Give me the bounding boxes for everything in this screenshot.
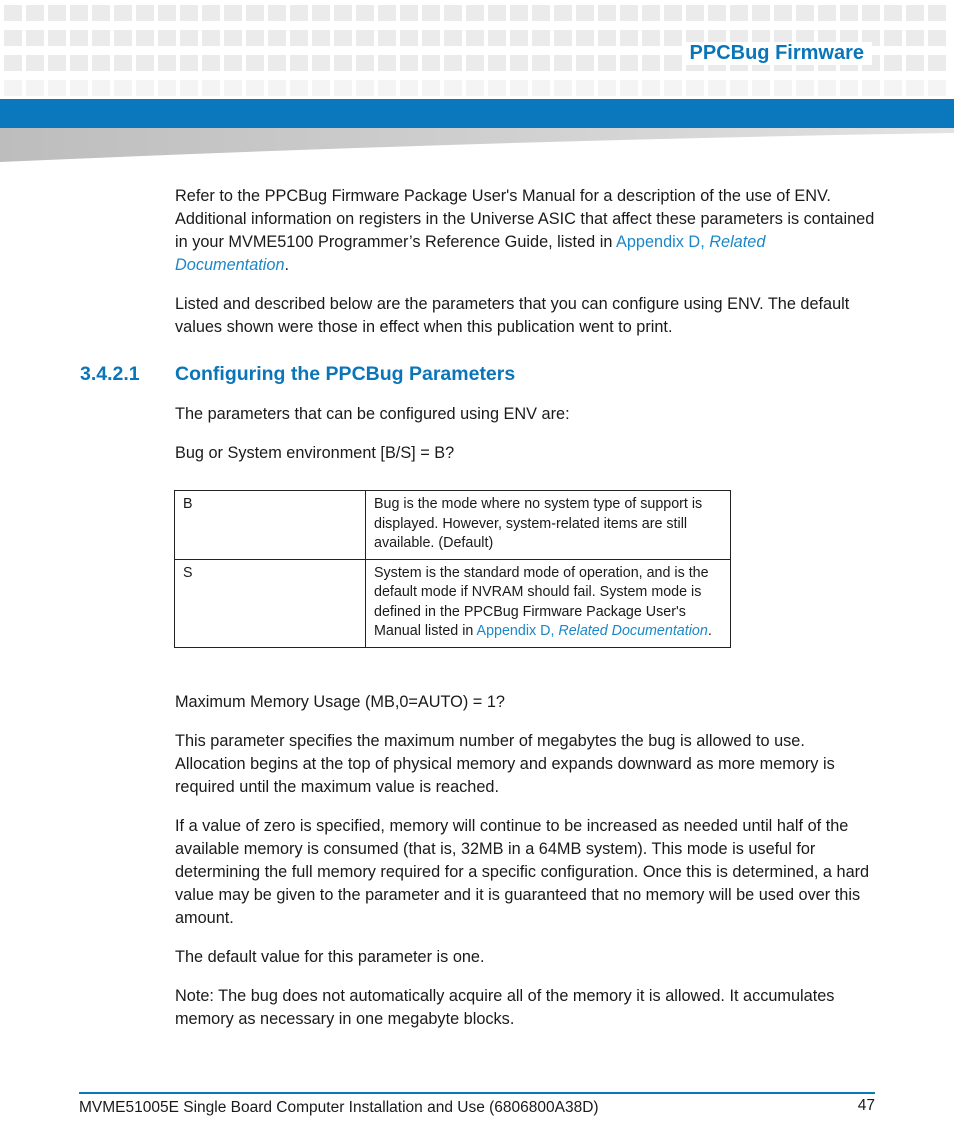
pattern-square: [114, 80, 132, 96]
pattern-square: [312, 80, 330, 96]
pattern-square: [4, 30, 22, 46]
pattern-square: [356, 30, 374, 46]
pattern-square: [576, 80, 594, 96]
env-prompt-1-text: Bug or System environment [B/S] = B?: [175, 444, 455, 462]
memory-prompt-text: Maximum Memory Usage (MB,0=AUTO) = 1?: [175, 693, 505, 711]
pattern-square: [928, 5, 946, 21]
pattern-square: [422, 55, 440, 71]
pattern-square: [466, 80, 484, 96]
footer-doc-title: MVME51005E Single Board Computer Installation and Use (6806800A38D): [79, 1099, 599, 1116]
pattern-square: [774, 80, 792, 96]
pattern-square: [884, 55, 902, 71]
pattern-square: [532, 5, 550, 21]
pattern-square: [444, 55, 462, 71]
pattern-square: [422, 5, 440, 21]
pattern-square: [70, 80, 88, 96]
footer-rule: [79, 1092, 875, 1094]
pattern-square: [642, 80, 660, 96]
memory-prompt: [175, 691, 875, 714]
pattern-square: [598, 30, 616, 46]
pattern-square: [642, 5, 660, 21]
pattern-square: [510, 55, 528, 71]
pattern-square: [356, 5, 374, 21]
pattern-square: [466, 55, 484, 71]
pattern-square: [532, 80, 550, 96]
pattern-square: [664, 55, 682, 71]
pattern-square: [796, 80, 814, 96]
pattern-square: [180, 30, 198, 46]
pattern-square: [246, 30, 264, 46]
pattern-square: [356, 55, 374, 71]
pattern-square: [48, 30, 66, 46]
pattern-square: [752, 80, 770, 96]
link-prefix: Appendix D,: [616, 233, 710, 251]
pattern-square: [400, 55, 418, 71]
pattern-square: [114, 30, 132, 46]
pattern-square: [444, 80, 462, 96]
pattern-square: [92, 5, 110, 21]
pattern-square: [312, 55, 330, 71]
pattern-square: [510, 80, 528, 96]
pattern-square: [136, 80, 154, 96]
pattern-square: [928, 55, 946, 71]
pattern-square: [26, 80, 44, 96]
link-prefix: Appendix D,: [476, 623, 559, 639]
pattern-square: [708, 5, 726, 21]
pattern-square: [4, 80, 22, 96]
memory-note-text: Note: The bug does not automatically acquire all of the memory it is allowed. It accumulates memory as necessary in one megabyte blocks.: [175, 987, 835, 1028]
pattern-square: [158, 30, 176, 46]
parameter-table: [174, 490, 731, 648]
pattern-square: [92, 30, 110, 46]
env-prompt-1: [175, 442, 875, 465]
period: .: [284, 256, 290, 274]
pattern-square: [466, 5, 484, 21]
pattern-square: [70, 5, 88, 21]
pattern-square: [510, 30, 528, 46]
pattern-square: [246, 80, 264, 96]
link-title: Related Documentation: [175, 233, 766, 274]
pattern-square: [730, 5, 748, 21]
pattern-square: [554, 30, 572, 46]
pattern-square: [92, 80, 110, 96]
pattern-square: [884, 30, 902, 46]
pattern-square: [70, 55, 88, 71]
pattern-square: [620, 5, 638, 21]
pattern-square: [378, 5, 396, 21]
pattern-square: [202, 80, 220, 96]
memory-text-2: If a value of zero is specified, memory will continue to be increased as needed until half of the available memory is consumed (that is, 32MB in a 64MB system). This mode is useful for determining the full memory required for a specific configuration. Once this is determined, a hard value may be given to the parameter and it is guaranteed that no memory will be used over this amount.: [175, 817, 870, 927]
pattern-square: [312, 5, 330, 21]
pattern-square: [26, 30, 44, 46]
pattern-square: [488, 80, 506, 96]
pattern-square: [488, 55, 506, 71]
table-cell-text: System is the standard mode of operation, and is the default mode if NVRAM should fail. System mode is defined in the PPCBug Firmware Package User's Manual listed in: [374, 564, 709, 639]
pattern-square: [664, 80, 682, 96]
section-title: Configuring the PPCBug Parameters: [175, 363, 516, 385]
table-cell-key: S: [175, 559, 366, 647]
pattern-square: [598, 80, 616, 96]
section-lead: [175, 403, 875, 426]
pattern-square: [906, 5, 924, 21]
intro-paragraph-2: [175, 293, 875, 339]
pattern-square: [378, 55, 396, 71]
pattern-square: [598, 55, 616, 71]
pattern-square: [620, 30, 638, 46]
pattern-square: [730, 80, 748, 96]
pattern-square: [268, 5, 286, 21]
pattern-square: [268, 30, 286, 46]
pattern-square: [48, 55, 66, 71]
section-number: 3.4.2.1: [80, 363, 140, 385]
pattern-square: [334, 55, 352, 71]
pattern-square: [576, 30, 594, 46]
pattern-square: [862, 5, 880, 21]
pattern-square: [224, 5, 242, 21]
section-lead-text: The parameters that can be configured using ENV are:: [175, 405, 570, 423]
pattern-square: [598, 5, 616, 21]
pattern-square: [114, 5, 132, 21]
pattern-square: [554, 5, 572, 21]
pattern-square: [290, 80, 308, 96]
pattern-square: [400, 30, 418, 46]
pattern-square: [642, 30, 660, 46]
table-row: [175, 559, 731, 647]
pattern-square: [532, 55, 550, 71]
memory-paragraph-2: [175, 815, 875, 930]
intro-text: Refer to the PPCBug Firmware Package User's Manual for a description of the use of ENV. Additional information on registers in the Universe ASIC that affect these parameters is contained in your MVME5100 Programmer’s Reference Guide, listed in: [175, 187, 875, 251]
memory-paragraph-3: [175, 946, 875, 969]
pattern-square: [224, 55, 242, 71]
pattern-square: [180, 55, 198, 71]
pattern-square: [136, 55, 154, 71]
link-title: Related Documentation: [558, 623, 708, 639]
pattern-square: [246, 55, 264, 71]
pattern-square: [268, 80, 286, 96]
pattern-square: [840, 5, 858, 21]
pattern-square: [92, 55, 110, 71]
pattern-square: [928, 30, 946, 46]
pattern-square: [290, 55, 308, 71]
pattern-square: [136, 5, 154, 21]
pattern-square: [26, 55, 44, 71]
pattern-square: [378, 30, 396, 46]
intro-paragraph-1: [175, 185, 875, 277]
appendix-d-link[interactable]: [477, 623, 708, 639]
pattern-square: [246, 5, 264, 21]
pattern-square: [576, 55, 594, 71]
pattern-square: [664, 30, 682, 46]
pattern-square: [4, 55, 22, 71]
pattern-square: [664, 5, 682, 21]
pattern-square: [708, 80, 726, 96]
pattern-square: [158, 80, 176, 96]
table-cell-desc: [366, 559, 731, 647]
pattern-square: [224, 80, 242, 96]
period: .: [707, 623, 712, 639]
pattern-square: [334, 5, 352, 21]
pattern-square: [268, 55, 286, 71]
pattern-square: [796, 5, 814, 21]
pattern-square: [510, 5, 528, 21]
pattern-square: [818, 5, 836, 21]
pattern-square: [554, 80, 572, 96]
pattern-square: [906, 55, 924, 71]
header-blue-bar: [0, 99, 954, 128]
pattern-square: [334, 80, 352, 96]
pattern-square: [642, 55, 660, 71]
running-header-title: PPCBug Firmware: [682, 42, 872, 65]
pattern-square: [202, 55, 220, 71]
pattern-square: [752, 5, 770, 21]
pattern-square: [224, 30, 242, 46]
memory-paragraph-1: [175, 730, 875, 799]
pattern-square: [136, 30, 154, 46]
memory-note: [175, 985, 875, 1031]
table-cell-key: B: [175, 491, 366, 560]
pattern-square: [576, 5, 594, 21]
intro-text-2: Listed and described below are the parameters that you can configure using ENV. The default values shown were those in effect when this publication went to print.: [175, 295, 850, 336]
pattern-square: [290, 5, 308, 21]
pattern-square: [444, 5, 462, 21]
pattern-square: [532, 30, 550, 46]
footer-page-number: 47: [857, 1097, 875, 1114]
pattern-square: [862, 80, 880, 96]
pattern-square: [488, 5, 506, 21]
pattern-square: [686, 80, 704, 96]
pattern-square: [114, 55, 132, 71]
pattern-square: [400, 80, 418, 96]
pattern-square: [4, 5, 22, 21]
memory-text-3: The default value for this parameter is one.: [175, 948, 485, 966]
pattern-square: [158, 5, 176, 21]
pattern-square: [400, 5, 418, 21]
pattern-square: [334, 30, 352, 46]
pattern-square: [180, 80, 198, 96]
pattern-square: [488, 30, 506, 46]
pattern-square: [48, 80, 66, 96]
pattern-square: [202, 5, 220, 21]
pattern-square: [906, 80, 924, 96]
pattern-square: [818, 80, 836, 96]
pattern-square: [202, 30, 220, 46]
pattern-square: [906, 30, 924, 46]
pattern-square: [378, 80, 396, 96]
pattern-square: [312, 30, 330, 46]
pattern-square: [48, 5, 66, 21]
table-row: [175, 491, 731, 560]
pattern-square: [774, 5, 792, 21]
pattern-square: [620, 80, 638, 96]
pattern-square: [444, 30, 462, 46]
pattern-square: [554, 55, 572, 71]
pattern-square: [70, 30, 88, 46]
pattern-square: [928, 80, 946, 96]
table-cell-desc: Bug is the mode where no system type of support is displayed. However, system-related items are still available. (Default): [366, 491, 731, 560]
header-gray-swoosh: [0, 128, 954, 164]
pattern-square: [686, 5, 704, 21]
pattern-square: [840, 80, 858, 96]
pattern-square: [422, 30, 440, 46]
pattern-square: [422, 80, 440, 96]
pattern-square: [158, 55, 176, 71]
pattern-square: [180, 5, 198, 21]
pattern-square: [466, 30, 484, 46]
pattern-square: [620, 55, 638, 71]
pattern-square: [356, 80, 374, 96]
pattern-square: [884, 80, 902, 96]
pattern-square: [26, 5, 44, 21]
pattern-square: [290, 30, 308, 46]
section-heading: [80, 363, 515, 386]
memory-text-1: This parameter specifies the maximum number of megabytes the bug is allowed to use. Allocation begins at the top of physical memory and expands downward as more memory is required until the maximum value is reached.: [175, 732, 835, 796]
pattern-square: [884, 5, 902, 21]
